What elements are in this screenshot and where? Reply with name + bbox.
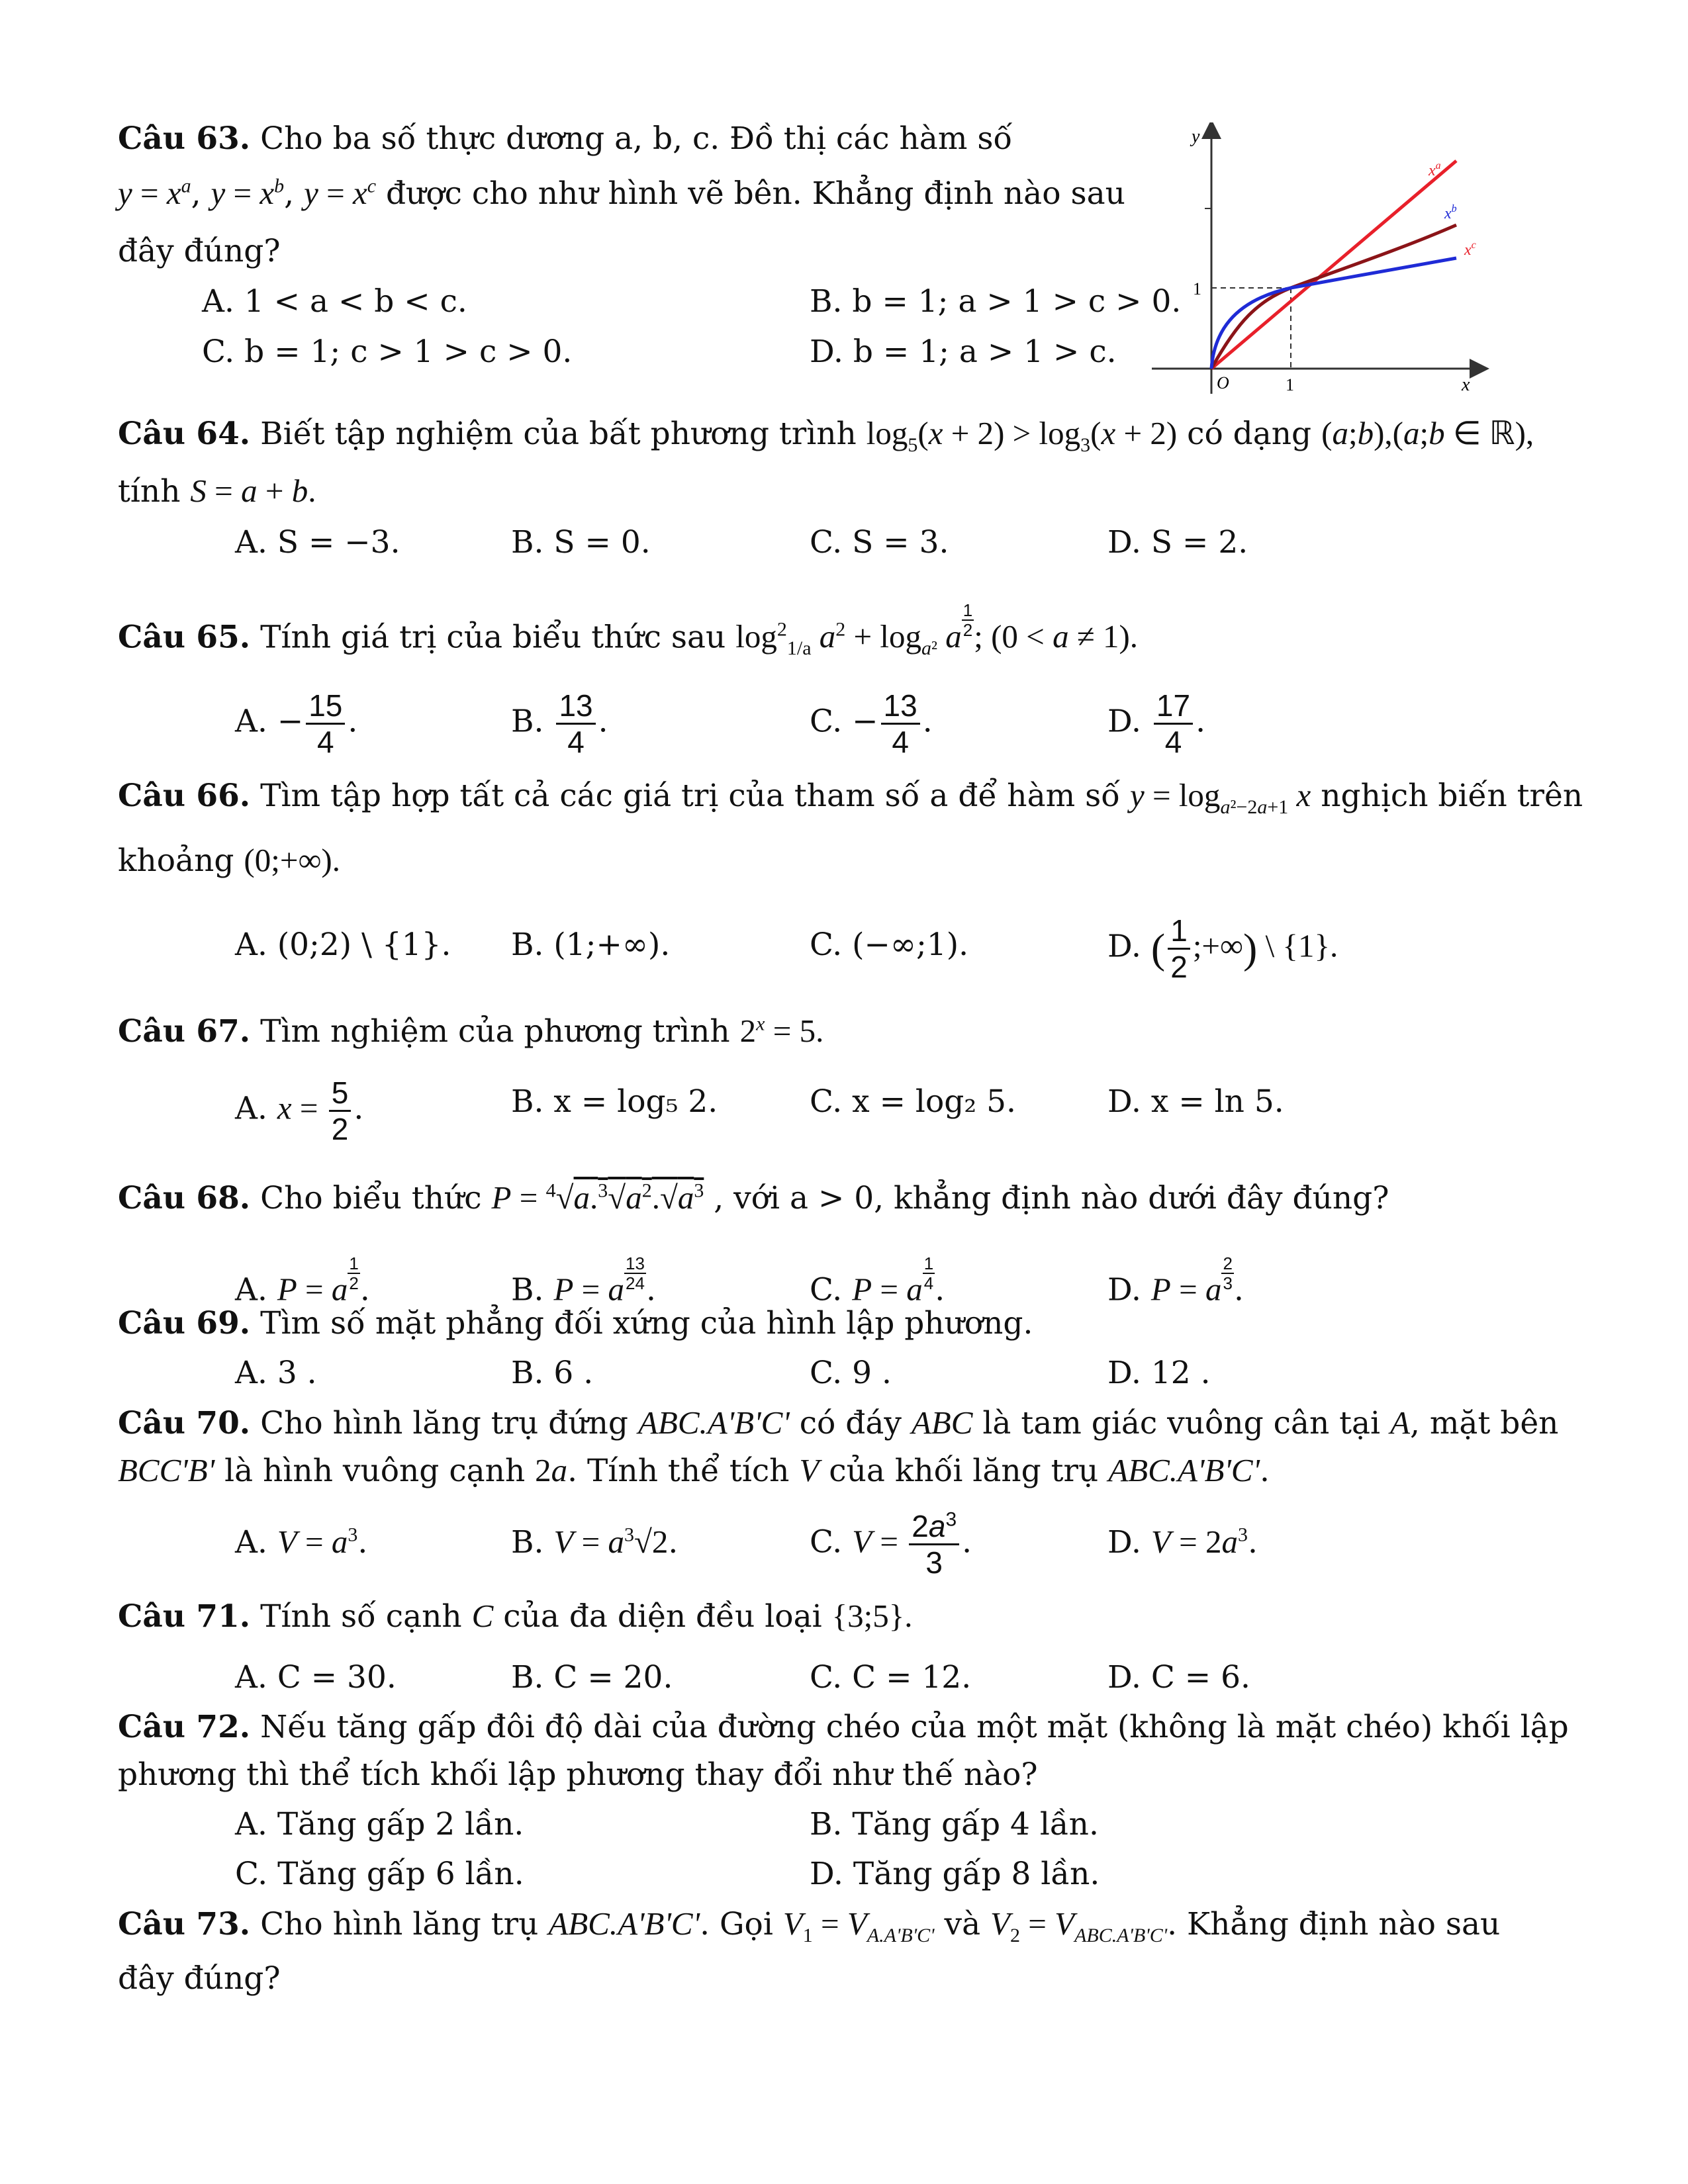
- q63-option-d[interactable]: D. b = 1; a > 1 > c.: [810, 334, 1117, 370]
- q73-line-1: Câu 73. Cho hình lăng trụ ABC.A'B'C'. Gọi $V_1 = V_{A.A'B'C'}$ và $V_2 = V_{ABC.A'B'C'}$. Khẳng định nào sau: [118, 1905, 1501, 1946]
- q63-graph: [1145, 122, 1489, 400]
- x-one-label: 1: [1286, 375, 1294, 394]
- y-one-label: 1: [1193, 279, 1201, 298]
- q72-option-c[interactable]: C. Tăng gấp 6 lần.: [235, 1856, 524, 1892]
- q63-label: Câu 63.: [118, 120, 251, 157]
- q71-option-a[interactable]: A. C = 30.: [235, 1659, 397, 1696]
- q71-option-d[interactable]: D. C = 6.: [1107, 1659, 1250, 1696]
- q73-line-2: đây đúng?: [118, 1960, 281, 1997]
- q71-line-1: Câu 71. Tính số cạnh C của đa diện đều loại {3;5}.: [118, 1598, 913, 1635]
- q71-label: Câu 71.: [118, 1598, 251, 1635]
- q70-label: Câu 70.: [118, 1405, 251, 1441]
- q64-text-mid: có dạng: [1187, 416, 1312, 452]
- curve-x-b: [1211, 225, 1456, 369]
- q64-option-d[interactable]: D. S = 2.: [1107, 524, 1248, 561]
- q66-text-end: nghịch biến trên: [1321, 778, 1583, 814]
- q68-line-1: Câu 68. Cho biểu thức $P = ^4√a.^3√a^2.√a^3$ , với a > 0, khẳng định nào dưới đây đúng?: [118, 1179, 1389, 1216]
- q67-option-b[interactable]: B. x = log₅ 2.: [511, 1083, 718, 1120]
- q68-option-d[interactable]: D. P = a $\frac{2}{3}$ .: [1107, 1253, 1244, 1308]
- q69-text: Tìm số mặt phẳng đối xứng của hình lập phương.: [260, 1305, 1033, 1342]
- q63-line-1: [118, 119, 1012, 159]
- q64-line-1: Câu 64. Biết tập nghiệm của bất phương trình $\log_5(x + 2) > \log_3(x + 2)$ có dạng (a;b),(a;b ∈ ℝ),: [118, 415, 1534, 456]
- q66-text-2: khoảng: [118, 842, 234, 879]
- q67-line-1: Câu 67. Tìm nghiệm của phương trình $2^x = 5$.: [118, 1013, 824, 1050]
- q72-option-b[interactable]: B. Tăng gấp 4 lần.: [810, 1806, 1099, 1843]
- q72-option-d[interactable]: D. Tăng gấp 8 lần.: [810, 1856, 1100, 1892]
- q70-option-c[interactable]: C. V = $\frac{2a^3}{3}$ .: [810, 1508, 972, 1580]
- q64-text-2: tính: [118, 473, 181, 510]
- q69-line-1: [118, 1304, 1033, 1343]
- label-x-c: $x^c$: [1464, 240, 1476, 259]
- q63-text-1: Cho ba số thực dương a, b, c. Đồ thị các hàm số: [260, 120, 1013, 157]
- q68-text: Cho biểu thức: [260, 1180, 482, 1216]
- q69-label: Câu 69.: [118, 1305, 251, 1342]
- q70-line-1: Câu 70. Cho hình lăng trụ đứng ABC.A'B'C' có đáy ABC là tam giác vuông cân tại A, mặt bên: [118, 1404, 1559, 1441]
- q69-option-a[interactable]: A. 3 .: [235, 1355, 317, 1391]
- q71-option-c[interactable]: C. C = 12.: [810, 1659, 972, 1696]
- q65-option-a[interactable]: A. − $\frac{15}{4}$ .: [235, 688, 358, 759]
- q66-option-d[interactable]: D. ( $\frac{1}{2}$ ;+∞) \ {1}.: [1107, 913, 1338, 984]
- q69-option-d[interactable]: D. 12 .: [1107, 1355, 1211, 1391]
- q68-option-c[interactable]: C. P = a $\frac{1}{4}$ .: [810, 1253, 945, 1308]
- q64-text: Biết tập nghiệm của bất phương trình: [260, 416, 857, 452]
- q70-option-a[interactable]: A. $V = a^3$.: [235, 1524, 368, 1561]
- q63-option-a[interactable]: A. 1 < a < b < c.: [202, 283, 467, 320]
- q72-line-1: Câu 72. Nếu tăng gấp đôi độ dài của đường chéo của một mặt (không là mặt chéo) khối lập: [118, 1709, 1569, 1745]
- q66-label: Câu 66.: [118, 778, 251, 814]
- q66-line-1: Câu 66. Tìm tập hợp tất cả các giá trị của tham số a để hàm số $y = \log_{a^2-2a+1} x$ nghịch biến trên: [118, 777, 1583, 818]
- q71-option-b[interactable]: B. C = 20.: [511, 1659, 673, 1696]
- q65-line-1: Câu 65. Tính giá trị của biểu thức sau $\log^2_{1/a} a^2 + \log_{a^2} a$ $\frac{1}{2}$ ; (0 < a ≠ 1).: [118, 600, 1139, 660]
- q69-option-c[interactable]: C. 9 .: [810, 1355, 892, 1391]
- q64-option-b[interactable]: B. S = 0.: [511, 524, 651, 561]
- x-axis-label: x: [1462, 375, 1470, 395]
- q67-label: Câu 67.: [118, 1013, 251, 1050]
- q65-option-d[interactable]: D. $\frac{17}{4}$ .: [1107, 688, 1206, 759]
- q66-text: Tìm tập hợp tất cả các giá trị của tham số a để hàm số: [260, 778, 1120, 814]
- q63-option-b[interactable]: B. b = 1; a > 1 > c > 0.: [810, 283, 1182, 320]
- q68-option-b[interactable]: B. P = a $\frac{13}{24}$ .: [511, 1253, 656, 1308]
- q65-option-b[interactable]: B. $\frac{13}{4}$ .: [511, 688, 608, 759]
- origin-label: O: [1217, 373, 1229, 392]
- q73-label: Câu 73.: [118, 1906, 251, 1942]
- q67-option-c[interactable]: C. x = log₂ 5.: [810, 1083, 1016, 1120]
- q65-option-c[interactable]: C. − $\frac{13}{4}$ .: [810, 688, 933, 759]
- q63-text-2: được cho như hình vẽ bên. Khẳng định nào sau: [385, 175, 1125, 212]
- q70-option-b[interactable]: B. $V = a^3√2$.: [511, 1524, 679, 1561]
- q68-option-a[interactable]: A. P = a $\frac{1}{2}$ .: [235, 1253, 370, 1308]
- curve-x-c: [1211, 258, 1456, 369]
- q63-option-c[interactable]: C. b = 1; c > 1 > c > 0.: [202, 334, 573, 370]
- q65-label: Câu 65.: [118, 619, 251, 656]
- label-x-a: $x^a$: [1429, 160, 1441, 179]
- q64-label: Câu 64.: [118, 416, 251, 452]
- q69-option-b[interactable]: B. 6 .: [511, 1355, 594, 1391]
- q64-option-a[interactable]: A. S = −3.: [235, 524, 400, 561]
- q72-option-a[interactable]: A. Tăng gấp 2 lần.: [235, 1806, 524, 1843]
- q63-line-2: $y = x^a$, $y = x^b$, $y = x^c$ được cho như hình vẽ bên. Khẳng định nào sau: [118, 175, 1125, 212]
- q63-line-3: [118, 232, 281, 271]
- q63-text-3: đây đúng?: [118, 233, 281, 269]
- q64-line-2: tính S = a + b.: [118, 473, 316, 510]
- q67-text: Tìm nghiệm của phương trình: [260, 1013, 730, 1050]
- q68-label: Câu 68.: [118, 1180, 251, 1216]
- q66-option-a[interactable]: A. (0;2) \ {1}.: [235, 927, 451, 963]
- q64-option-c[interactable]: C. S = 3.: [810, 524, 949, 561]
- q66-option-b[interactable]: B. (1;+∞).: [511, 927, 671, 963]
- q65-text: Tính giá trị của biểu thức sau: [260, 619, 726, 656]
- q66-line-2: khoảng (0;+∞).: [118, 842, 340, 879]
- q72-label: Câu 72.: [118, 1709, 251, 1745]
- q70-line-2: BCC'B' là hình vuông cạnh 2a. Tính thể tích V của khối lăng trụ ABC.A'B'C'.: [118, 1452, 1270, 1489]
- q67-option-d[interactable]: D. x = ln 5.: [1107, 1083, 1284, 1120]
- y-axis-label: y: [1192, 126, 1200, 147]
- q67-option-a[interactable]: A. x = $\frac{5}{2}$ .: [235, 1075, 364, 1146]
- q66-option-c[interactable]: C. (−∞;1).: [810, 927, 969, 963]
- q70-option-d[interactable]: D. $V = 2a^3$.: [1107, 1524, 1258, 1561]
- label-x-b: $x^b$: [1444, 203, 1457, 222]
- q68-text-end: , với a > 0, khẳng định nào dưới đây đúng?: [714, 1180, 1389, 1216]
- q72-line-2: phương thì thể tích khối lập phương thay đổi như thế nào?: [118, 1756, 1038, 1793]
